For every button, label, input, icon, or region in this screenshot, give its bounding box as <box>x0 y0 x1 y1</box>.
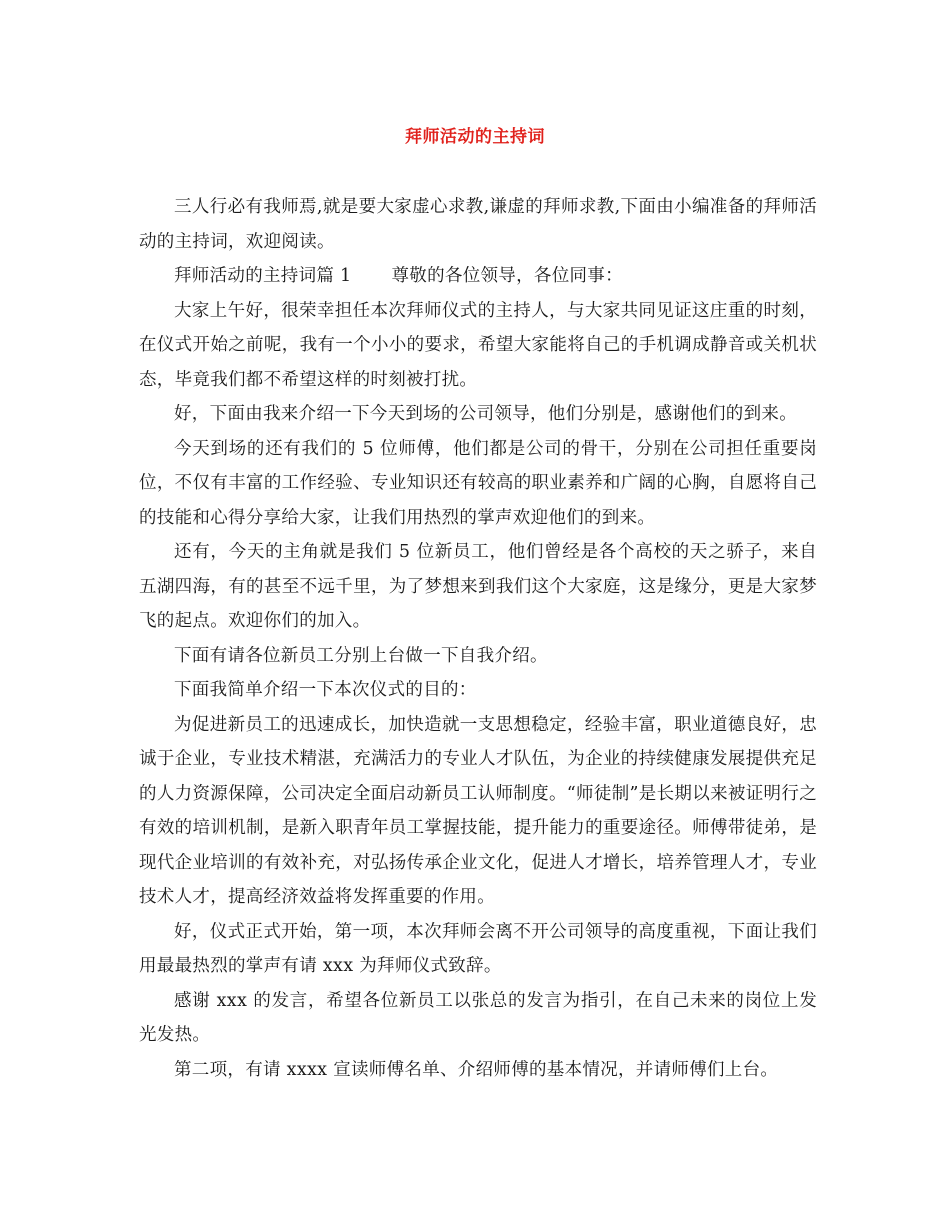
paragraph: 好，仪式正式开始，第一项，本次拜师会离不开公司领导的高度重视，下面让我们用最最热烈的掌声有请 xxx 为拜师仪式致辞。 <box>139 921 817 976</box>
paragraph: 感谢 xxx 的发言，希望各位新员工以张总的发言为指引，在自己未来的岗位上发光发热。 <box>139 990 817 1045</box>
paragraph: 大家上午好，很荣幸担任本次拜师仪式的主持人，与大家共同见证这庄重的时刻，在仪式开始之前呢，我有一个小小的要求，希望大家能将自己的手机调成静音或关机状态，毕竟我们都不希望这样的时刻被打扰。 <box>139 300 817 390</box>
paragraph: 好，下面由我来介绍一下今天到场的公司领导，他们分别是，感谢他们的到来。 <box>174 404 797 424</box>
paragraph: 还有，今天的主角就是我们 5 位新员工，他们曾经是各个高校的天之骄子，来自五湖四海，有的甚至不远千里，为了梦想来到我们这个大家庭，这是缘分，更是大家梦飞的起点。欢迎你们的加入。 <box>139 542 817 631</box>
paragraph-intro: 三人行必有我师焉,就是要大家虚心求教,谦虚的拜师求教,下面由小编准备的拜师活动的主持词，欢迎阅读。 <box>139 197 817 252</box>
salutation: 尊敬的各位领导，各位同事： <box>391 266 623 286</box>
paragraph: 今天到场的还有我们的 5 位师傅，他们都是公司的骨干，分别在公司担任重要岗位，不仅有丰富的工作经验、专业知识还有较高的职业素养和广阔的心胸，自愿将自己的技能和心得分享给大家，让我们用热烈的掌声欢迎他们的到来。 <box>139 438 817 528</box>
paragraph: 为促进新员工的迅速成长，加快造就一支思想稳定，经验丰富，职业道德良好，忠诚于企业，专业技术精湛，充满活力的专业人才队伍，为企业的持续健康发展提供充足的人力资源保障，公司决定全面启动新员工认师制度。“师徒制”是长期以来被证明行之有效的培训机制，是新入职青年员工掌握技能，提升能力的重要途径。师傅带徒弟，是现代企业培训的有效补充，对弘扬传承企业文化，促进人才增长，培养管理人才，专业技术人才，提高经济效益将发挥重要的作用。 <box>139 714 817 907</box>
paragraph: 下面有请各位新员工分别上台做一下自我介绍。 <box>174 645 548 666</box>
paragraph: 第二项，有请 xxxx 宣读师傅名单、介绍师傅的基本情况，并请师傅们上台。 <box>174 1059 779 1080</box>
paragraph: 下面我简单介绍一下本次仪式的目的： <box>174 680 477 700</box>
document-body <box>139 190 817 1087</box>
section-heading-line <box>139 259 817 294</box>
document-title: 拜师活动的主持词 <box>405 127 545 147</box>
section-heading: 拜师活动的主持词篇 1 <box>174 266 352 286</box>
